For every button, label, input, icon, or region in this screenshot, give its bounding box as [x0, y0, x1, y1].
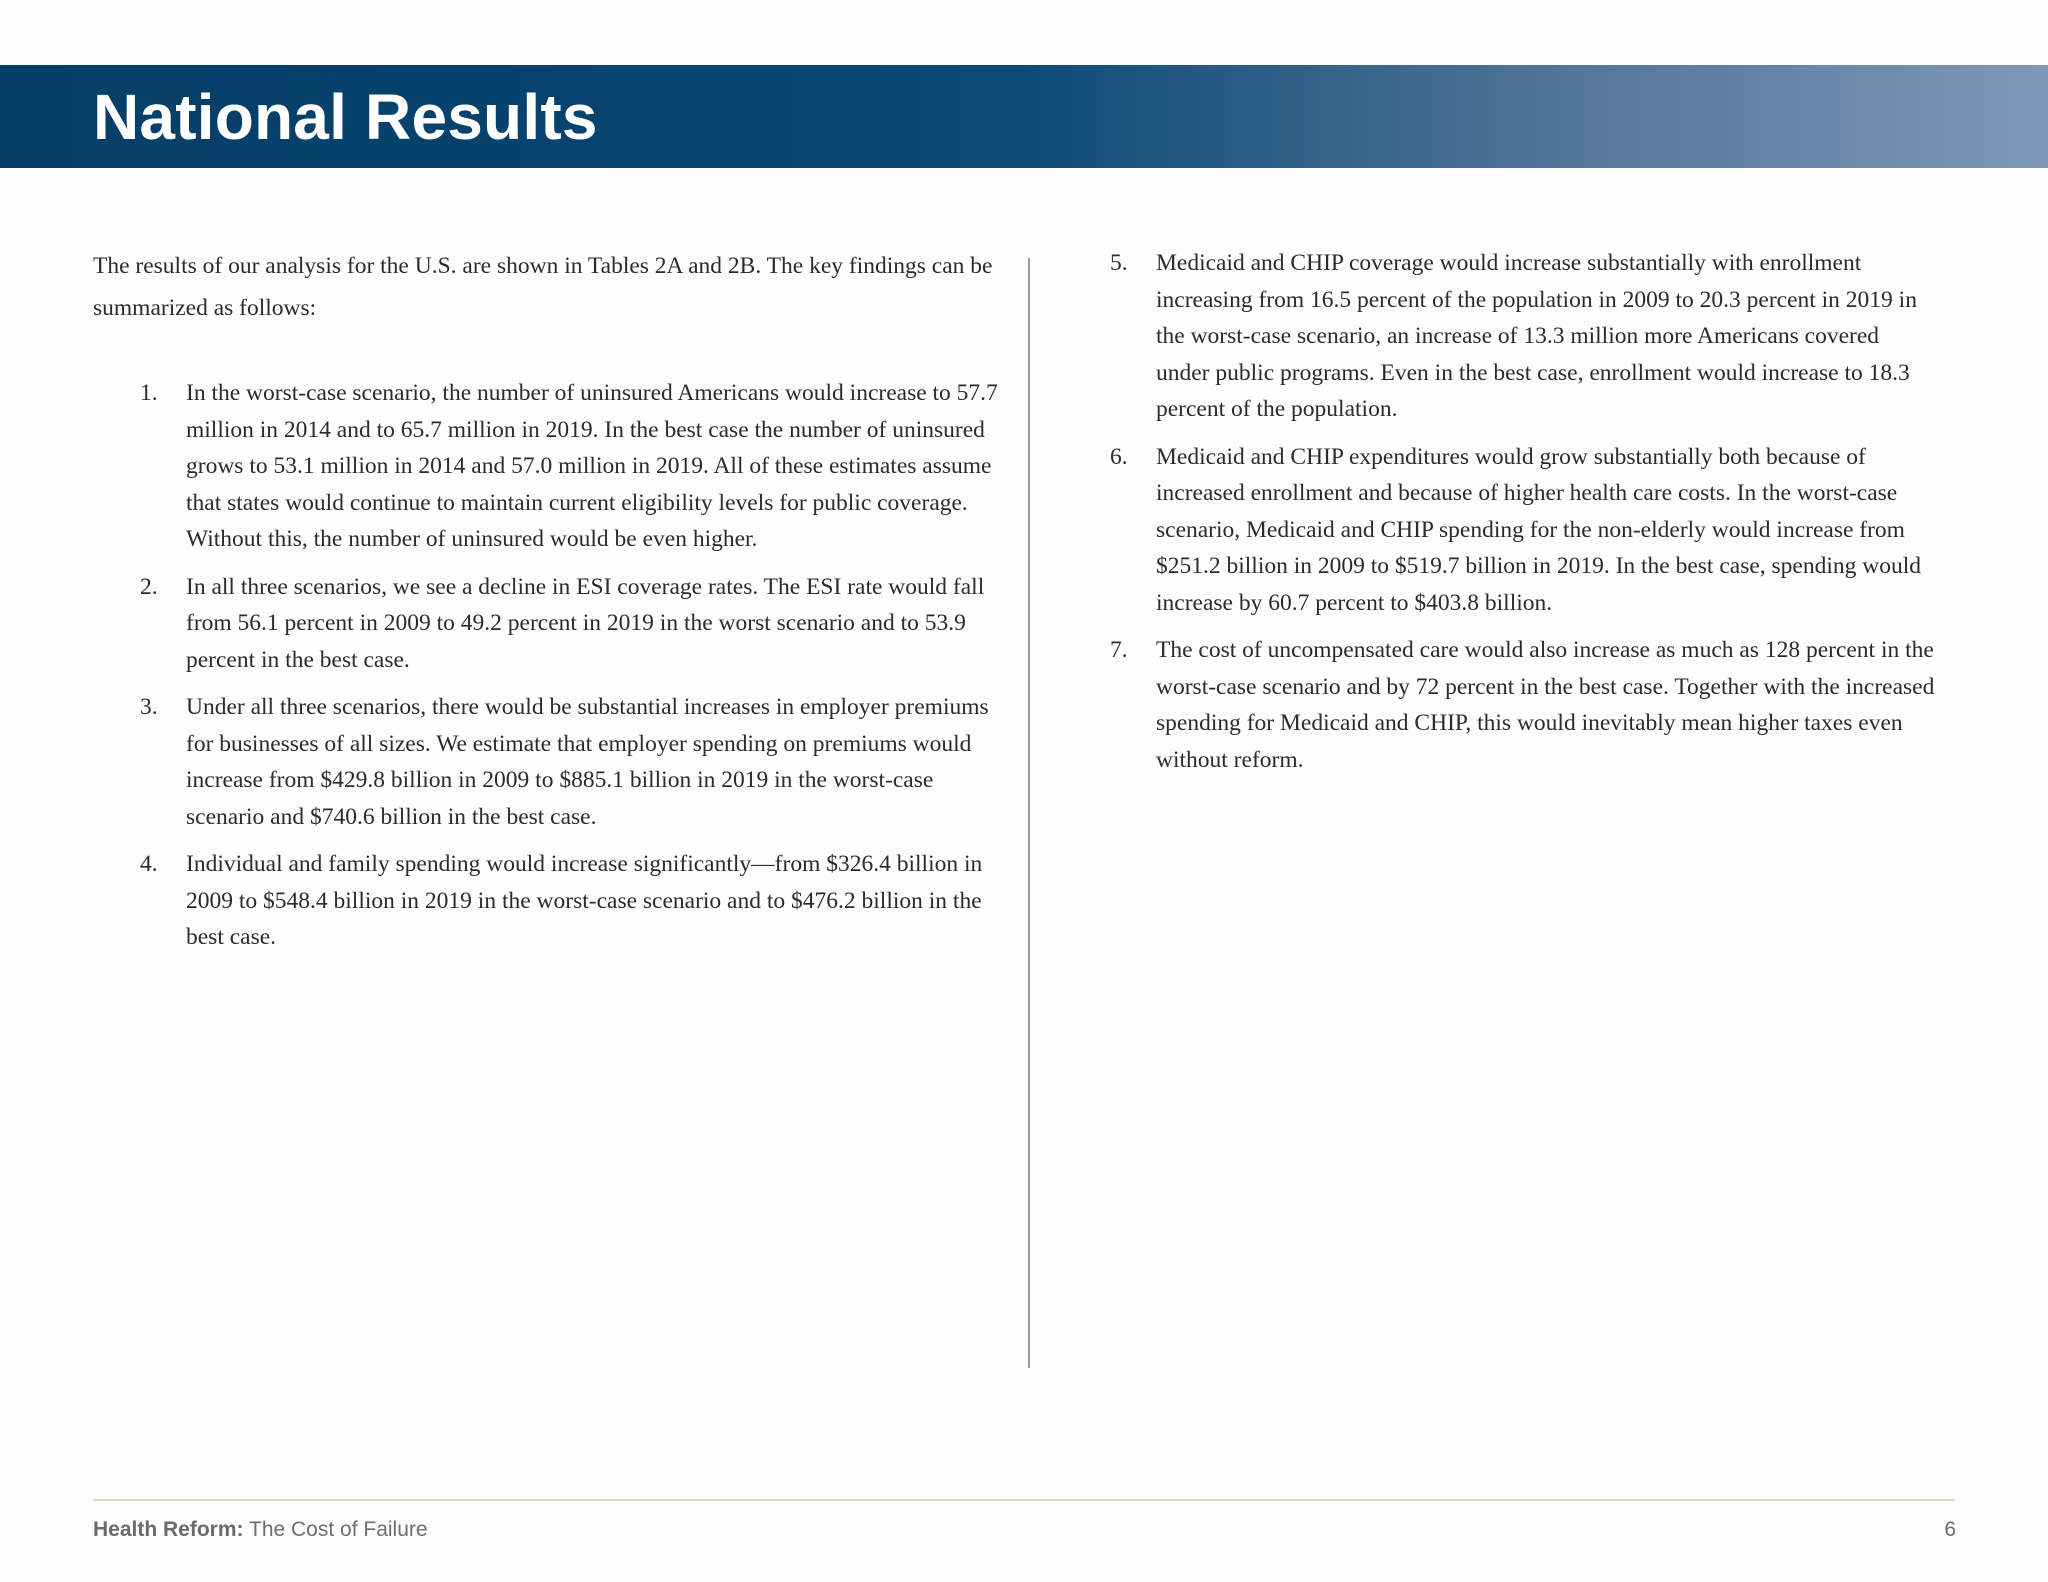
finding-text: Medicaid and CHIP expenditures would grow substantially both because of increased enrollment and because of higher health care costs. In the worst-case scenario, Medicaid and CHIP spending for the non-elderly would increase from $251.2 billion in 2009 to $519.7 billion in 2019. In the best case, spending would increase by 60.7 percent to $403.8 billion. — [1156, 443, 1922, 616]
finding-item — [93, 569, 998, 679]
finding-number: 1. — [140, 380, 158, 406]
page-title: National Results — [93, 81, 598, 153]
finding-number: 4. — [140, 851, 158, 877]
footer-publication-title — [93, 1516, 428, 1544]
finding-number: 6. — [1110, 443, 1128, 470]
finding-text: The cost of uncompensated care would also increase as much as 128 percent in the worst-case scenario and by 72 percent in the best case. Together with the increased spending for Medicaid and CHIP, this would inevitably mean higher taxes even without reform. — [1156, 637, 1935, 773]
finding-text: In all three scenarios, we see a decline in ESI coverage rates. The ESI rate would fall from 56.1 percent in 2009 to 49.2 percent in 2019 in the worst scenario and to 53.9 percent in the best case. — [186, 573, 985, 673]
footer-title-bold: Health Reform: — [93, 1518, 244, 1541]
finding-number: 7. — [1110, 637, 1128, 663]
findings-list-right — [1110, 245, 1935, 778]
footer-title-rest: The Cost of Failure — [243, 1518, 428, 1541]
finding-item — [1110, 632, 1935, 778]
intro-paragraph: The results of our analysis for the U.S. are shown in Tables 2A and 2B. The key findings can be summarized as follows: — [93, 253, 993, 321]
left-column — [93, 245, 998, 967]
findings-list-left — [93, 375, 998, 956]
finding-item — [93, 689, 998, 835]
column-divider — [1028, 258, 1030, 1368]
finding-item — [93, 846, 998, 956]
finding-text: In the worst-case scenario, the number of uninsured Americans would increase to 57.7 million in 2014 and to 65.7 million in 2019. In the best case the number of uninsured grows to 53.1 million in 2014 and 57.0 million in 2019. All of these estimates assume that states would continue to maintain current eligibility levels for public coverage. Without this, the number of uninsured would be even higher. — [186, 380, 998, 552]
finding-text: Medicaid and CHIP coverage would increase substantially with enrollment increasing from 16.5 percent of the population in 2009 to 20.3 percent in 2019 in the worst-case scenario, an increase of 13.3 million more Americans covered under public programs. Even in the best case, enrollment would increase to 18.3 percent of the population. — [1156, 250, 1917, 422]
header-banner — [0, 65, 2048, 168]
finding-item — [1110, 439, 1935, 622]
finding-number: 2. — [140, 573, 158, 600]
finding-text: Under all three scenarios, there would be substantial increases in employer premiums for businesses of all sizes. We estimate that employer spending on premiums would increase from $429.8 billion in 2009 to $885.1 billion in 2019 in the worst-case scenario and $740.6 billion in the best case. — [186, 694, 989, 830]
finding-item — [93, 375, 998, 558]
finding-item — [1110, 245, 1935, 428]
footer-rule — [93, 1499, 1955, 1501]
finding-number: 5. — [1110, 250, 1128, 276]
right-column — [1110, 245, 1935, 789]
finding-text: Individual and family spending would increase significantly—from $326.4 billion in 2009 to $548.4 billion in 2019 in the worst-case scenario and to $476.2 billion in the best case. — [186, 851, 983, 950]
page-number: 6 — [1944, 1518, 1956, 1541]
finding-number: 3. — [140, 694, 158, 720]
